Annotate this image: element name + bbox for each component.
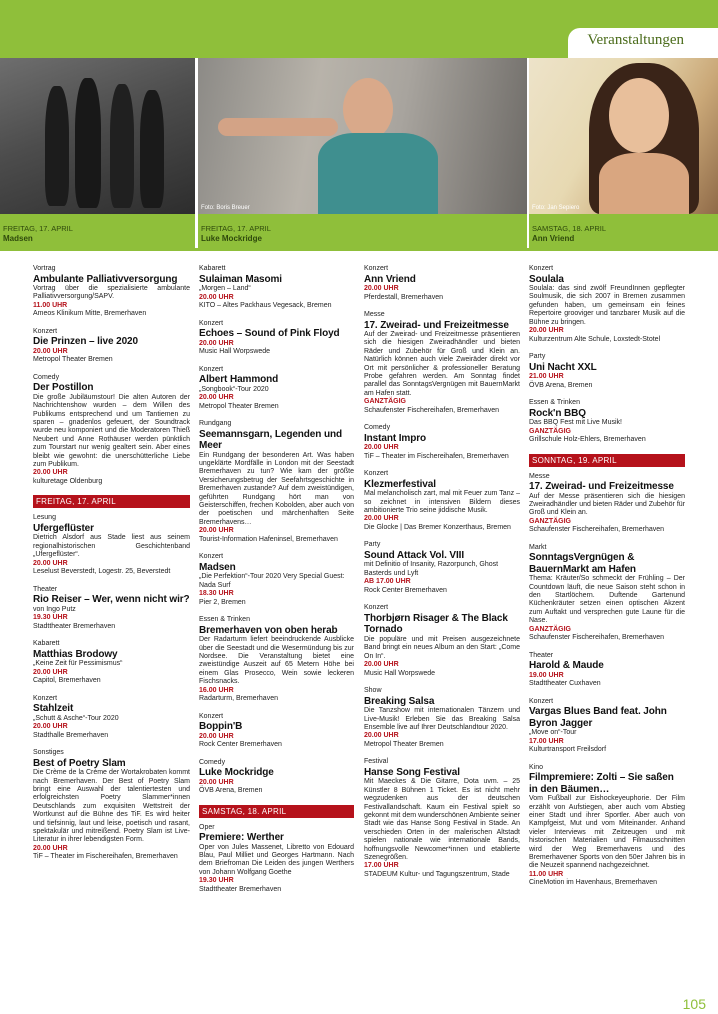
event-description: Vom Fußball zur Eishockeyeuphorie. Der Film erzählt von Aufstiegen, aber auch vom Abstieg einer Stadt und ihrer Sportler. Aber auch von Kampfgeist, Mut und vom Miteinander. Anhand vieler Interviews mit Zeitzeugen und mit historischen Materialien und Filmausschnitten wird der Weg Bremerhavens und des Bremerhavener Sports von den 50er Jahren bis in die Neuzeit spannend nachgezeichnet. xyxy=(529,795,685,870)
event-subtitle: „Die Perfektion“-Tour 2020 Very Special Guest: Nada Surf xyxy=(199,573,345,589)
event-entry xyxy=(364,470,520,532)
event-time: 17.00 UHR xyxy=(529,737,564,745)
event-title: Seemannsgarn, Legenden und Meer xyxy=(199,428,342,451)
event-time: 21.00 UHR xyxy=(529,373,564,381)
event-title: Stahlzeit xyxy=(33,703,74,715)
event-description: Die große Jubiläumstour! Die alten Autoren der Nachrichtenshow wurden – dem Willen des Publikums entsprechend und um Tantiemen zu sparen – gnadenlos gefeuert, der Soundtrack wurde neu komponiert und die Moderatoren Thieß Neubert und Anne Rothäuser werden pünktlich zum Tourstart nur wenig gealtert sein. Aber eines bleibt wie gewohnt: die unerschütterliche Liebe zum Publikum. xyxy=(33,393,190,469)
event-title: Filmpremiere: Zolti – Sie saßen in den Bäumen… xyxy=(529,772,674,795)
event-title: Harold & Maude xyxy=(529,660,604,672)
event-entry xyxy=(199,265,354,311)
event-category: Konzert xyxy=(364,470,389,478)
event-time: 20.00 UHR xyxy=(529,327,564,335)
event-venue: Radarturm, Bremerhaven xyxy=(199,695,278,703)
event-description: Soulala: das sind zwölf FreundInnen gepflegter Soulmusik, die sich 2007 in Bremen zusammen gefunden haben, um gemeinsam ein feines Repertoire grooviger und tanzbarer Musik auf die Bühne zu bringen. xyxy=(529,285,685,326)
event-venue: Capitol, Bremerhaven xyxy=(33,677,101,685)
event-time: 20.00 UHR xyxy=(364,444,399,452)
event-title: Soulala xyxy=(529,273,564,285)
event-entry xyxy=(529,353,685,390)
event-entry xyxy=(199,616,354,703)
event-time: GANZTÄGIG xyxy=(529,517,571,525)
event-time: 11.00 UHR xyxy=(33,301,68,309)
event-venue: Kulturtransport Freilsdorf xyxy=(529,746,607,754)
event-time: 20.00 UHR xyxy=(199,293,234,301)
event-time: 11.00 UHR xyxy=(529,870,564,878)
event-category: Messe xyxy=(364,311,385,318)
event-entry xyxy=(199,759,354,796)
event-category: Kino xyxy=(529,763,544,771)
event-title: Sulaiman Masomi xyxy=(199,273,282,285)
event-venue: Metropol Theater Bremen xyxy=(364,740,444,748)
event-entry xyxy=(529,473,685,535)
event-title: Rio Reiser – Wer, wenn nicht wir? xyxy=(33,594,190,606)
event-time: 20.00 UHR xyxy=(199,732,234,740)
event-title: Die Prinzen – live 2020 xyxy=(33,336,138,348)
event-venue: CineMotion im Havenhaus, Bremerhaven xyxy=(529,879,658,887)
event-entry xyxy=(33,328,190,365)
event-venue: ÖVB Arena, Bremen xyxy=(199,787,263,795)
event-subtitle: Das BBQ Fest mit Live Musik! xyxy=(529,419,622,427)
event-entry xyxy=(364,265,520,302)
event-time: 20.00 UHR xyxy=(364,515,399,523)
event-title: Vargas Blues Band feat. John Byron Jagger xyxy=(529,706,667,729)
photo-luke-mockridge xyxy=(198,58,527,214)
event-entry xyxy=(33,640,190,686)
event-title: Madsen xyxy=(199,561,236,573)
event-subtitle: „Move on“-Tour xyxy=(529,729,577,737)
event-title: SonntagsVergnügen & BauernMarkt am Hafen xyxy=(529,552,636,575)
photo-caption xyxy=(198,214,527,248)
event-time: 20.00 UHR xyxy=(33,469,68,477)
event-title: Breaking Salsa xyxy=(364,695,435,707)
event-category: Konzert xyxy=(199,319,224,327)
event-time: 20.00 UHR xyxy=(199,339,234,347)
event-category: Konzert xyxy=(199,553,224,561)
event-description: Ein Rundgang der besonderen Art. Was haben ungeklärte Mordfälle in London mit der Seestadt Bremerhaven zu tun? Wie kam der größte Versicherungsbetrug der Seefahrtsgeschichte in Bremerhaven zustande? Auf dem zweistündigen, geführten Rundgang hört man von Geisterschiffen, frechen Kobolden, aber auch von der poetischen und märchenhaften Seite Bremerhavens… xyxy=(199,451,354,526)
event-time: 20.00 UHR xyxy=(199,527,234,535)
event-title: Ambulante Palliativversorgung xyxy=(33,273,178,285)
event-category: Kabarett xyxy=(33,640,60,648)
caption-name: Luke Mockridge xyxy=(201,234,262,243)
event-time: GANZTÄGIG xyxy=(364,398,406,406)
event-title: Ann Vriend xyxy=(364,273,416,285)
event-time: 19.30 UHR xyxy=(199,877,234,885)
event-time: 20.00 UHR xyxy=(364,285,399,292)
event-venue: TiF – Theater im Fischereihafen, Bremerhaven xyxy=(33,853,178,861)
event-title: Hanse Song Festival xyxy=(364,766,460,778)
event-category: Konzert xyxy=(199,365,224,373)
event-venue: kulturetage Oldenburg xyxy=(33,477,103,485)
event-entry xyxy=(529,399,685,445)
caption-name: Ann Vriend xyxy=(532,234,575,243)
photo-credit: Foto: Jan Sepiero xyxy=(532,205,580,211)
event-venue: Die Glocke | Das Bremer Konzerthaus, Bremen xyxy=(364,523,511,531)
event-time: 19.30 UHR xyxy=(33,614,68,622)
event-description: Auf der Messe präsentieren sich die hiesigen Zweiradhändler und bieten Räder und Zubehör für Groß und Klein an. xyxy=(529,492,685,517)
event-subtitle: „Keine Zeit für Pessimismus“ xyxy=(33,660,123,668)
event-venue: Schaufenster Fischereihafen, Bremerhaven xyxy=(529,526,665,534)
event-category: Lesung xyxy=(33,514,56,522)
event-venue: Ameos Klinikum Mitte, Bremerhaven xyxy=(33,310,147,318)
event-title: Ufergeflüster xyxy=(33,522,94,534)
event-time: 20.00 UHR xyxy=(33,347,68,355)
event-column-4 xyxy=(529,265,685,897)
event-title: Premiere: Werther xyxy=(199,832,284,844)
event-entry xyxy=(199,713,354,750)
event-category: Konzert xyxy=(364,265,389,272)
event-time: 20.00 UHR xyxy=(33,844,68,852)
event-title: Sound Attack Vol. VIII xyxy=(364,549,465,561)
event-time: 20.00 UHR xyxy=(364,732,399,740)
event-entry xyxy=(529,265,685,344)
event-entry xyxy=(199,366,354,412)
section-title: Veranstaltungen xyxy=(587,32,684,48)
event-category: Theater xyxy=(529,651,554,659)
event-category: Theater xyxy=(33,585,58,593)
event-column-3 xyxy=(364,265,520,888)
divider xyxy=(0,248,718,251)
event-entry xyxy=(529,698,685,755)
event-title: Echoes – Sound of Pink Floyd xyxy=(199,328,340,339)
day-header: FREITAG, 17. APRIL xyxy=(33,495,190,508)
event-description: Dietrich Alsdorf aus Stade liest aus seinem regionalhistorischen Geschichtenband „Ufergeflüster“. xyxy=(33,534,190,559)
event-venue: Tourist-Information Hafeninsel, Bremerhaven xyxy=(199,535,338,543)
event-title: Matthias Brodowy xyxy=(33,648,118,660)
event-entry xyxy=(33,265,190,319)
event-venue: Stadttheater Bremerhaven xyxy=(199,885,282,893)
event-title: Bremerhaven von oben herab xyxy=(199,624,338,636)
event-venue: Schaufenster Fischereihafen, Bremerhaven xyxy=(364,406,500,414)
event-venue: TiF – Theater im Fischereihafen, Bremerhaven xyxy=(364,452,509,460)
event-description: Die populäre und mit Preisen ausgezeichnete Band bringt ein neues Album an den Start: „Come On In“. xyxy=(364,635,520,660)
event-category: Comedy xyxy=(33,373,60,381)
event-time: 20.00 UHR xyxy=(33,668,68,676)
event-entry xyxy=(33,586,190,632)
event-time: 20.00 UHR xyxy=(199,778,234,786)
event-category: Party xyxy=(364,541,381,549)
event-category: Party xyxy=(529,353,546,361)
event-subtitle: „Schutt & Asche“-Tour 2020 xyxy=(33,714,119,722)
event-entry xyxy=(33,374,190,487)
event-category: Vortrag xyxy=(33,265,56,272)
event-venue: Pferdestall, Bremerhaven xyxy=(364,293,443,301)
event-subtitle: von Ingo Putz xyxy=(33,605,76,613)
event-entry xyxy=(529,652,685,689)
event-venue: Rock Center Bremerhaven xyxy=(364,586,447,594)
event-venue: Schaufenster Fischereihafen, Bremerhaven xyxy=(529,634,665,642)
event-category: Konzert xyxy=(529,265,554,272)
event-time: 20.00 UHR xyxy=(199,394,234,401)
event-entry xyxy=(364,541,520,595)
event-entry xyxy=(199,553,354,607)
event-venue: Stadthalle Bremerhaven xyxy=(33,731,109,739)
event-title: Der Postillon xyxy=(33,382,94,394)
event-column-1 xyxy=(33,265,190,871)
event-venue: Metropol Theater Bremen xyxy=(33,356,113,364)
event-description: Auf der Zweirad- und Freizeitmesse präsentieren sich die hiesigen Zweiradhändler und bieten Räder und Zubehör für Groß und Klein an. Natürlich können auch viele Zweiräder direkt vor Ort mit persönlicher & professioneller Beratung Probe gefahren werden. Am Sonntag findet parallel das SonntagsVergnügen mit BauernMarkt am Hafen statt. xyxy=(364,331,520,397)
event-category: Comedy xyxy=(364,424,391,432)
event-description: Mal melancholisch zart, mal mit Feuer zum Tanz – so zeichnet in intensiven Bildern dieses ambitionierte Trio seine jiddische Musik. xyxy=(364,490,520,515)
event-venue: Rock Center Bremerhaven xyxy=(199,741,282,749)
event-venue: ÖVB Arena, Bremen xyxy=(529,381,593,389)
photo-caption xyxy=(0,214,195,248)
event-time: 20.00 UHR xyxy=(364,661,399,669)
event-entry xyxy=(529,544,685,643)
event-column-2 xyxy=(199,265,354,903)
caption-name: Madsen xyxy=(3,234,33,243)
event-category: Messe xyxy=(529,472,550,480)
event-time: GANZTÄGIG xyxy=(529,625,571,633)
event-entry xyxy=(364,424,520,461)
event-category: Comedy xyxy=(199,758,226,766)
event-entry xyxy=(33,514,190,576)
event-title: Uni Nacht XXL xyxy=(529,361,597,373)
event-description: Thema: Kräuter/So schmeckt der Frühling – Der Countdown läuft, die neue Saison steht schon in den Startlöchern. Duftende Gartenund Küchenkräuter setzen einen optischen Akzent zum Auftakt und versprechen gute Laune für die Nase. xyxy=(529,575,685,625)
event-entry xyxy=(364,604,520,678)
event-time: 20.00 UHR xyxy=(33,723,68,731)
event-category: Sonstiges xyxy=(33,749,64,757)
event-venue: Metropol Theater Bremen xyxy=(199,402,279,410)
event-subtitle: „Songbook“-Tour 2020 xyxy=(199,385,269,393)
event-entry xyxy=(33,749,190,862)
event-entry xyxy=(529,764,685,888)
event-title: Albert Hammond xyxy=(199,374,279,385)
event-description: Die Crème de la Crème der Wortakrobaten kommt nach Bremerhaven. Der Best of Poetry Slam bringt eine Auswahl der talentiertesten und erfolgreichsten Poetry Slammer*innen Deutschlands zum exquisiten Wettstreit der Wortkunst auf die Bühne des TiF. Es wird heiter und tiefsinnig, laut und leise, poetisch und rasant, spektakulär und mitreißend. Poetry Slam ist Live-Literatur in ihrer lebendigsten Form. xyxy=(33,769,190,844)
event-category: Rundgang xyxy=(199,420,232,427)
photo-madsen xyxy=(0,58,195,214)
event-entry xyxy=(364,687,520,749)
event-category: Festival xyxy=(364,758,389,766)
event-entry xyxy=(364,311,520,415)
event-category: Essen & Trinken xyxy=(199,616,250,624)
event-time: 19.00 UHR xyxy=(529,671,564,679)
event-venue: Kulturzentrum Alte Schule, Loxstedt-Stotel xyxy=(529,335,661,343)
event-venue: STADEUM Kultur- und Tagungszentrum, Stade xyxy=(364,870,510,878)
event-entry xyxy=(199,420,354,544)
event-entry xyxy=(33,695,190,741)
event-entry xyxy=(364,758,520,879)
event-venue: Music Hall Worpswede xyxy=(364,669,436,677)
event-description: Der Radarturm liefert beeindruckende Ausblicke über die Seestadt und die Wesermündung bis zur Nordsee. Die Veranstaltung bietet eine zweistündige Auszeit auf 65 Metern Höhe bei einem Glas Prosecco, Wein sowie leckeren Fischsnacks. xyxy=(199,636,354,686)
event-category: Konzert xyxy=(529,697,554,705)
event-description: Die Tanzshow mit internationalen Tänzern und Live-Musik! Erleben Sie das Breaking Salsa Ensemble live auf Ihrer Deutschlandtour 2020. xyxy=(364,707,520,731)
event-venue: KITO – Altes Packhaus Vegesack, Bremen xyxy=(199,302,332,309)
event-time: 18.30 UHR xyxy=(199,590,234,598)
event-subtitle: mit Definitio of Insanity, Razorpunch, Ghost Basterds und Lyft xyxy=(364,561,499,577)
photo-ann-vriend xyxy=(529,58,718,214)
event-category: Konzert xyxy=(33,694,58,702)
event-title: Instant Impro xyxy=(364,432,427,444)
day-header: SONNTAG, 19. APRIL xyxy=(529,454,685,467)
photo-credit: Foto: Boris Breuer xyxy=(201,205,250,211)
event-title: Thorbjørn Risager & The Black Tornado xyxy=(364,612,508,636)
day-header: SAMSTAG, 18. APRIL xyxy=(199,805,354,818)
caption-date: FREITAG, 17. APRIL xyxy=(3,224,73,233)
caption-date: FREITAG, 17. APRIL xyxy=(201,224,271,233)
event-category: Essen & Trinken xyxy=(529,399,580,407)
event-time: AB 17.00 UHR xyxy=(364,578,411,586)
event-title: Boppin'B xyxy=(199,721,243,733)
event-title: Klezmerfestival xyxy=(364,478,436,490)
event-category: Kabarett xyxy=(199,265,226,272)
event-time: GANZTÄGIG xyxy=(529,427,571,435)
event-time: 17.00 UHR xyxy=(364,862,399,870)
event-title: Rock'n BBQ xyxy=(529,407,586,419)
event-time: 20.00 UHR xyxy=(33,559,68,567)
event-venue: Pier 2, Bremen xyxy=(199,598,246,606)
event-description: Mit Maeckes & Die Gitarre, Dota uvm. – 25 Künstler 8 Bühnen 1 Ticket. Es ist nicht mehr wegzudenken aus der deutschen Festivallandschaft. Kaum ein Festival spielt so gekonnt mit dem wunderschönen Ambiente seiner Stadt wie das Hanse Song Festival in Stade. An verschieden Orten in der malerischen Altstadt spielen nationale wie internationale Bands, hoffnungsvolle Newcomer*innen und etablierte Szenegrößen. xyxy=(364,778,520,862)
photo-caption xyxy=(529,214,718,248)
event-category: Show xyxy=(364,687,382,695)
event-venue: Stadttheater Bremerhaven xyxy=(33,622,116,630)
event-subtitle: „Morgen – Land“ xyxy=(199,285,251,292)
caption-date: SAMSTAG, 18. APRIL xyxy=(532,224,607,233)
event-title: 17. Zweirad- und Freizeitmesse xyxy=(529,481,674,493)
event-venue: Music Hall Worpswede xyxy=(199,348,271,355)
event-time: 16.00 UHR xyxy=(199,686,234,694)
event-entry xyxy=(199,320,354,357)
event-category: Konzert xyxy=(364,604,389,612)
event-venue: Grillschule Holz-Ehlers, Bremerhaven xyxy=(529,436,646,444)
event-title: Best of Poetry Slam xyxy=(33,757,126,769)
event-entry xyxy=(199,824,354,895)
page-number: 105 xyxy=(682,996,706,1012)
event-description: Vortrag über die spezialisierte ambulante Palliativversorgung/SAPV. xyxy=(33,285,190,301)
event-category: Oper xyxy=(199,823,215,831)
event-venue: Stadttheater Cuxhaven xyxy=(529,680,601,688)
event-category: Konzert xyxy=(33,327,58,335)
event-category: Markt xyxy=(529,543,547,551)
event-venue: Leselust Beverstedt, Logestr. 25, Beverstedt xyxy=(33,568,171,576)
event-category: Konzert xyxy=(199,712,224,720)
event-description: Oper von Jules Massenet, Libretto von Edouard Blau, Paul Milliet und Georges Hartmann. Nach dem Briefroman Die Leiden des jungen Werthers von Johann Wolfgang Goethe xyxy=(199,843,354,876)
event-title: Luke Mockridge xyxy=(199,767,274,779)
event-title: 17. Zweirad- und Freizeitmesse xyxy=(364,319,509,331)
